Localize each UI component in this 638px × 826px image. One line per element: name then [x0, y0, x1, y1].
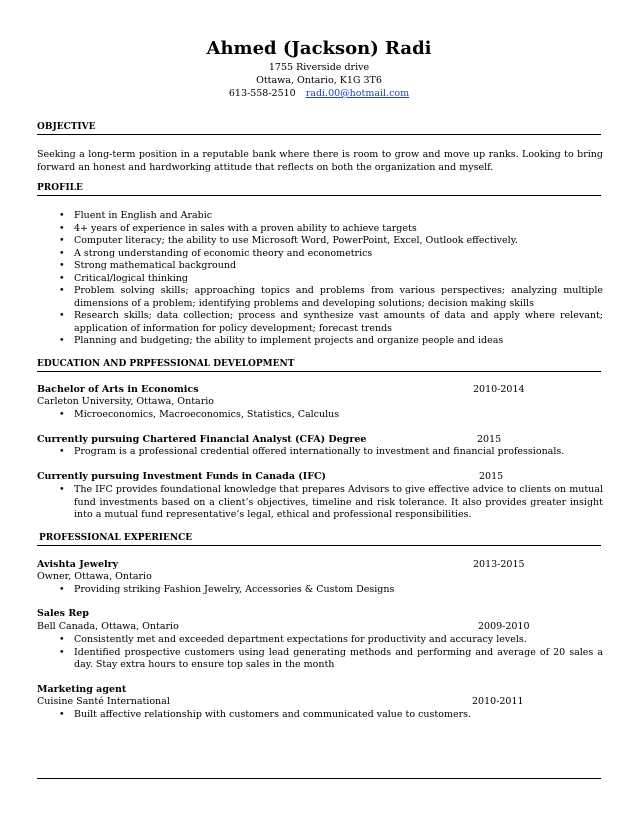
education-bullets [37, 409, 603, 422]
education-bullets [37, 484, 603, 522]
profile-item: • Problem solving skills; approaching topics and problems from various perspectives; analyzing multiple dimensions of a problem; identifying problems and developing solutions; decision making skills [37, 285, 603, 310]
education-bullet: • Microeconomics, Macroeconomics, Statistics, Calculus [37, 409, 603, 422]
job-title: Sales Rep [37, 608, 89, 619]
job-employer: Owner, Ottawa, Ontario [37, 571, 152, 582]
education-institution: Carleton University, Ottawa, Ontario [37, 396, 214, 407]
email-link[interactable]: radi.00@hotmail.com [305, 88, 410, 99]
job-bullet: • Built affective relationship with customers and communicated value to customers. [37, 709, 603, 722]
job-bullets [37, 584, 603, 597]
education-date: 2015 [479, 471, 504, 482]
profile-list [37, 210, 603, 348]
education-date: 2010-2014 [473, 384, 525, 395]
profile-item: • Strong mathematical background [37, 260, 603, 273]
profile-item: • Fluent in English and Arabic [37, 210, 603, 223]
objective-divider [37, 134, 601, 135]
street-address: 1755 Riverside drive [268, 62, 370, 73]
education-bullet: • The IFC provides foundational knowledge that prepares Advisors to give effective advice to clients on mutual fund investments based on a client’s objectives, timeline and risk tolerance. It also provides greater insight into a mutual fund representative’s legal, ethical and professional responsibilities. [37, 484, 603, 522]
job-title: Avishta Jewelry [37, 559, 119, 570]
profile-heading: PROFILE [37, 183, 83, 193]
objective-text: Seeking a long-term position in a reputable bank where there is room to grow and move up ranks. Looking to bring forward an honest and hardworking attitude that reflects on both the organization and myself. [37, 149, 603, 173]
job-date: 2013-2015 [473, 559, 525, 570]
job-bullet: • Providing striking Fashion Jewelry, Accessories & Custom Designs [37, 584, 603, 597]
candidate-name: Ahmed (Jackson) Radi [206, 38, 432, 59]
education-title: Currently pursuing Investment Funds in Canada (IFC) [37, 471, 327, 482]
city-address: Ottawa, Ontario, K1G 3T6 [256, 75, 382, 86]
education-bullet: • Program is a professional credential offered internationally to investment and financial professionals. [37, 446, 603, 459]
job-bullets [37, 709, 603, 722]
job-employer: Cuisine Santé International [37, 696, 170, 707]
footer-divider [37, 778, 601, 779]
profile-item: • A strong understanding of economic theory and econometrics [37, 248, 603, 261]
job-bullets [37, 634, 603, 672]
education-date: 2015 [477, 434, 502, 445]
profile-item: • Planning and budgeting; the ability to implement projects and organize people and ideas [37, 335, 603, 348]
education-heading: EDUCATION AND PRPFESSIONAL DEVELOPMENT [37, 359, 295, 369]
job-date: 2009-2010 [478, 621, 530, 632]
phone-number: 613-558-2510 [228, 88, 296, 99]
experience-divider [37, 545, 601, 546]
job-bullet: • Identified prospective customers using lead generating methods and performing and average of 20 sales a day. Stay extra hours to ensure top sales in the month [37, 647, 603, 672]
job-bullet: • Consistently met and exceeded department expectations for productivity and accuracy levels. [37, 634, 603, 647]
education-bullets [37, 446, 603, 459]
profile-item: • 4+ years of experience in sales with a proven ability to achieve targets [37, 223, 603, 236]
education-title: Bachelor of Arts in Economics [37, 384, 199, 395]
profile-item: • Research skills; data collection; process and synthesize vast amounts of data and apply where relevant; application of information for policy development; forecast trends [37, 310, 603, 335]
objective-heading: OBJECTIVE [37, 122, 96, 132]
job-title: Marketing agent [37, 684, 127, 695]
education-title: Currently pursuing Chartered Financial Analyst (CFA) Degree [37, 434, 367, 445]
job-employer: Bell Canada, Ottawa, Ontario [37, 621, 179, 632]
profile-divider [37, 195, 601, 196]
contact-line [0, 87, 638, 100]
experience-heading: PROFESSIONAL EXPERIENCE [39, 533, 193, 543]
profile-item: • Computer literacy; the ability to use Microsoft Word, PowerPoint, Excel, Outlook effectively. [37, 235, 603, 248]
education-divider [37, 371, 601, 372]
job-date: 2010-2011 [472, 696, 524, 707]
profile-item: • Critical/logical thinking [37, 273, 603, 286]
